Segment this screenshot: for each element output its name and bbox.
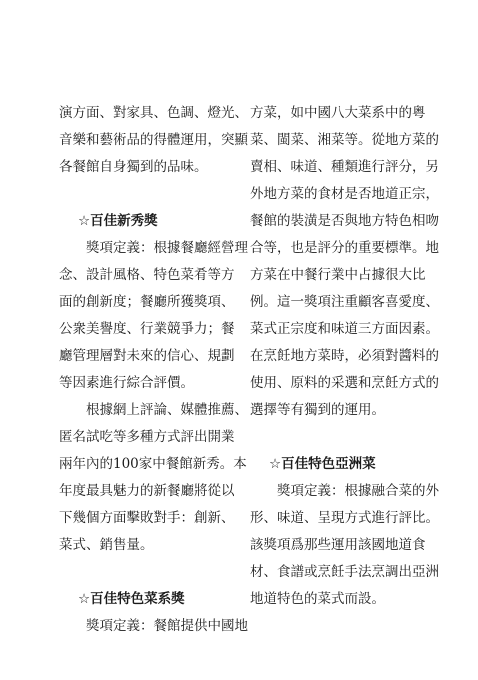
body-text-line: 各餐館自身獨到的品味。 [59, 159, 208, 175]
section-heading-text: 百佳特色菜系獎 [90, 591, 185, 607]
body-text-line: 例。這一獎項注重顧客喜愛度、 [250, 294, 439, 310]
body-text-line: 面的創新度；餐廳所獲獎項、 [59, 294, 235, 310]
section-heading-text: 百佳新秀獎 [90, 213, 158, 229]
star-icon: ☆ [78, 213, 91, 229]
body-text-line: 菜式正宗度和味道三方面因素。 [250, 321, 439, 337]
body-text-line: 材、食譜或烹飪手法烹調出亞洲 [250, 564, 439, 580]
body-text-line: 獎項定義：根據餐廳經營理 [86, 240, 248, 256]
star-icon: ☆ [269, 456, 282, 472]
body-text-line: 念、設計風格、特色菜肴等方 [59, 267, 235, 283]
body-text-line: 下幾個方面擊敗對手：創新、 [59, 510, 235, 526]
body-text-line: 地道特色的菜式而設。 [250, 591, 385, 607]
body-text-line: 兩年內的100家中餐館新秀。本 [59, 456, 247, 472]
body-text-line: 賣相、味道、種類進行評分，另 [250, 159, 439, 175]
body-text-line: 獎項定義：根據融合菜的外 [277, 483, 439, 499]
body-text-line: 匿名試吃等多種方式評出開業 [59, 429, 235, 445]
body-text-line: 公衆美譽度、行業競爭力；餐 [59, 321, 235, 337]
section-heading-text: 百佳特色亞洲菜 [281, 456, 376, 472]
paragraph-gap [250, 424, 422, 451]
paragraph-gap [59, 559, 234, 586]
body-text-line: 選擇等有獨到的運用。 [250, 402, 385, 418]
body-text-line: 菜式、銷售量。 [59, 537, 154, 553]
body-text-line: 廳管理層對未來的信心、規劃 [59, 348, 235, 364]
body-text-line: 使用、原料的采選和烹飪方式的 [250, 375, 439, 391]
section-heading-new-star [59, 208, 234, 235]
body-text-line: 形、味道、呈現方式進行評比。 [250, 510, 439, 526]
body-text-line: 合等，也是評分的重要標準。地 [250, 240, 439, 256]
body-text-line: 在烹飪地方菜時，必須對醬料的 [250, 348, 439, 364]
body-text-line: 該獎項爲那些運用該國地道食 [250, 537, 426, 553]
body-text-line: 根據網上評論、媒體推薦、 [86, 402, 248, 418]
body-text-line: 演方面、對家具、色調、燈光、 [59, 105, 248, 121]
body-text-line: 獎項定義：餐館提供中國地 [86, 618, 248, 634]
body-text-line: 等因素進行綜合評價。 [59, 375, 194, 391]
body-text-line: 年度最具魅力的新餐廳將從以 [59, 483, 235, 499]
body-text-line: 音樂和藝術品的得體運用，突顯 [59, 132, 248, 148]
section-heading-specialty-cuisine [59, 586, 234, 613]
left-column [59, 100, 248, 640]
right-column [250, 100, 439, 613]
body-text-line: 外地方菜的食材是否地道正宗， [250, 186, 439, 202]
paragraph-gap [59, 181, 234, 208]
section-heading-asian-cuisine [250, 451, 422, 478]
star-icon: ☆ [78, 591, 91, 607]
body-text-line: 方菜，如中國八大菜系中的粵 [250, 105, 426, 121]
body-text-line: 菜、閩菜、湘菜等。從地方菜的 [250, 132, 439, 148]
body-text-line: 方菜在中餐行業中占據很大比 [250, 267, 426, 283]
body-text-line: 餐館的裝潢是否與地方特色相吻 [250, 213, 439, 229]
